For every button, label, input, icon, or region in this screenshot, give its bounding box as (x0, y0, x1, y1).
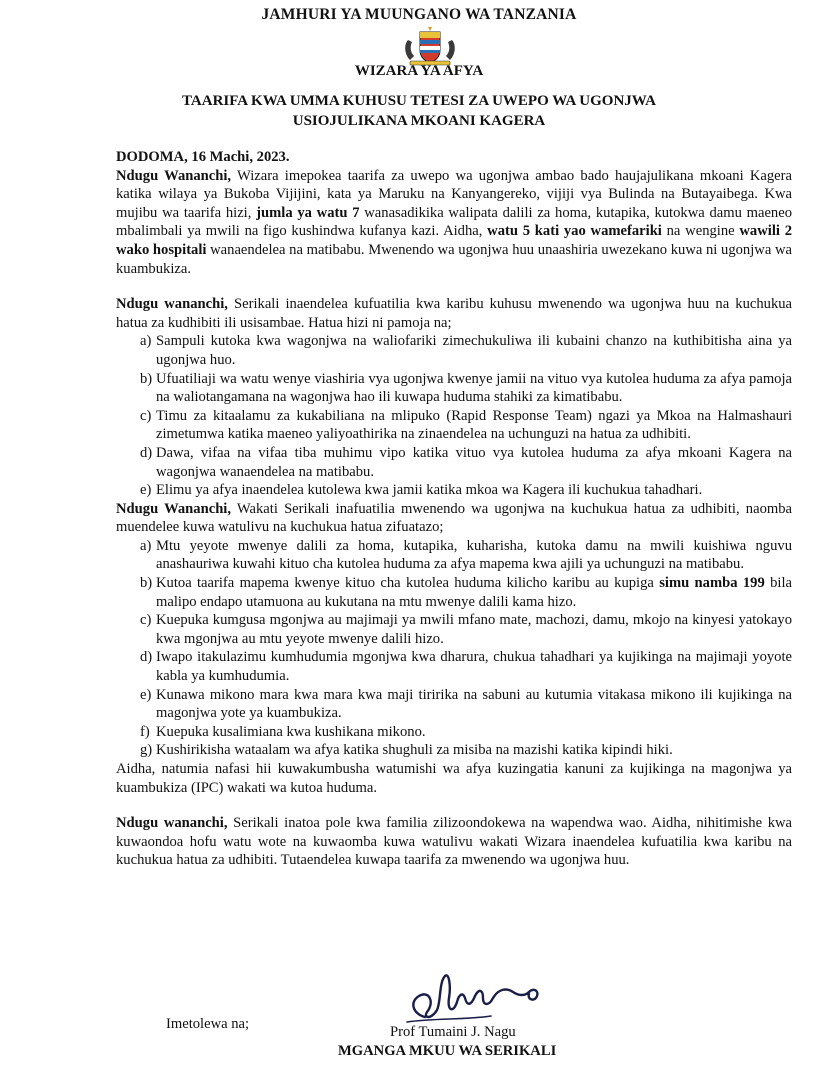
precautions-list (116, 537, 792, 760)
list-item (116, 741, 792, 760)
salutation: Ndugu Wananchi, (116, 167, 232, 184)
list-item (116, 444, 792, 481)
paragraph-3 (116, 500, 792, 537)
list-marker: b) (140, 575, 153, 592)
list-item (116, 481, 792, 500)
paragraph-3-text: Wakati Serikali inafuatilia mwenendo wa ugonjwa na kuchukua hatua za udhibiti, naomba muendelee kuwa watulivu na kuchukua hatua zifuatazo; (116, 500, 792, 536)
list-item (116, 723, 792, 742)
list-item (116, 537, 792, 574)
list-item-text: Kushirikisha wataalam wa afya katika shughuli za misiba na mazishi katika kipindi hiki. (156, 742, 673, 759)
list-marker: d) (140, 444, 153, 461)
list-item-text: Kuepuka kumgusa mgonjwa au majimaji ya mwili mfano mate, machozi, damu, mkojo na kinyesi yatokayo kwa mgonjwa au mtu yeyote mwenye dalili hizo. (156, 612, 792, 647)
document-body (116, 148, 792, 870)
list-marker: c) (140, 612, 152, 629)
list-marker: e) (140, 686, 152, 703)
hotline-number: simu namba 199 (659, 575, 765, 592)
list-marker: f) (140, 723, 150, 740)
paragraph-4 (116, 814, 792, 870)
salutation: Ndugu wananchi, (116, 815, 228, 832)
list-marker: a) (140, 537, 152, 554)
list-item (116, 611, 792, 648)
paragraph-1-text-1: Wizara imepokea taarifa za uwepo wa ugonjwa ambao bado haujajulikana mkoani Kagera katika wilaya ya Bukoba Vijijini, kata ya Maruku na Kanyangereko, vijiji vya Bulinda na Butayaibega. Kwa mujibu wa taarifa hizi, (116, 167, 792, 221)
list-marker: c) (140, 407, 152, 424)
list-item-text: Timu za kitaalamu za kukabiliana na mlipuko (Rapid Response Team) ngazi ya Mkoa na Halmashauri zimetumwa katika maeneo yaliyoathirika na zinaendelea na uchunguzi na hatua za udhibiti. (156, 407, 792, 443)
dateline-text: DODOMA, 16 Machi, 2023. (116, 149, 290, 165)
issued-by-label: Imetolewa na; (166, 1016, 250, 1032)
document-title-line-1: TAARIFA KWA UMMA KUHUSU TETESI ZA UWEPO WA UGONJWA (182, 93, 656, 109)
paragraph-1-text-2: wanasadikika walipata dalili za homa, kutapika, kutokwa damu maeneo mbalimbali ya mwili na figo kushindwa kufanya kazi. Aidha, (116, 204, 793, 240)
list-item-text: Elimu ya afya inaendelea kutolewa kwa jamii katika mkoa wa Kagera ili kuchukua tahadhari. (156, 482, 703, 499)
document-title-line-2: USIOJULIKANA MKOANI KAGERA (292, 113, 546, 129)
paragraph-4-text: Serikali inatoa pole kwa familia zilizoondokewa na wapendwa wao. Aidha, nihitimishe kwa kuwaondoa hofu watu wote na kuwaomba kuwa watulivu wakati Wizara inaendelea kufuatilia kwa karibu na kuchukua hatua za udhibiti. Tutaendelea kuwapa taarifa za mwenendo wa ugonjwa huu. (116, 815, 793, 869)
list-marker: d) (140, 649, 153, 666)
list-item (116, 370, 792, 407)
salutation: Ndugu Wananchi, (116, 500, 232, 517)
dateline (116, 148, 792, 167)
list-marker: e) (140, 482, 152, 499)
ministry-heading: WIZARA YA AFYA (354, 63, 484, 79)
list-item (116, 648, 792, 685)
signatory-name: Prof Tumaini J. Nagu (390, 1024, 516, 1040)
list-item (116, 332, 792, 369)
paragraph-2-text: Serikali inaendelea kufuatilia kwa karibu kuhusu mwenendo wa ugonjwa huu na kuchukua hatua za kudhibiti ili usisambae. Hatua hizi ni pamoja na; (116, 296, 793, 331)
paragraph-1-bold-2: watu 5 kati yao wamefariki (487, 223, 662, 240)
list-item-text: Ufuatiliaji wa watu wenye viashiria vya ugonjwa kwenye jamii na vituo vya kutolea huduma za afya pamoja na waliotangamana na wagonjwa hao ili kuwapa huduma stahiki za kimatibabu. (156, 370, 792, 406)
list-marker: g) (140, 742, 153, 759)
paragraph-1 (116, 167, 792, 279)
list-item-text: Kunawa mikono mara kwa mara kwa maji tiririka na sabuni au kutumia vitakasa mikono ili kujikinga na magonjwa yote ya kuambukiza. (156, 686, 792, 722)
handwritten-signature-icon (395, 962, 560, 1032)
tanzania-coat-of-arms-icon (402, 26, 458, 66)
signatory-title: MGANGA MKUU WA SERIKALI (338, 1043, 557, 1059)
ipc-reminder: Aidha, natumia nafasi hii kuwakumbusha watumishi wa afya kuzingatia kanuni za kujikinga na magonjwa ya kuambukiza (IPC) wakati wa kutoa huduma. (116, 761, 792, 796)
paragraph-1-bold-3: wawili 2 wako hospitali (116, 223, 792, 258)
paragraph-1-bold-1: jumla ya watu 7 (256, 204, 360, 221)
country-heading: JAMHURI YA MUUNGANO WA TANZANIA (261, 6, 577, 23)
list-item (116, 407, 792, 444)
list-item-text: Kuepuka kusalimiana kwa kushikana mikono. (156, 723, 426, 740)
document-title (0, 91, 838, 131)
paragraph-1-text-3: na wengine (661, 223, 740, 240)
list-marker: a) (140, 333, 152, 350)
list-item (116, 574, 792, 611)
list-item-text: Mtu yeyote mwenye dalili za homa, kutapika, kuharisha, kutoka damu na mwili kuishiwa nguvu anashauriwa kuwahi kituo cha kutolea huduma za afya mapema kwa ajili ya uchunguzi na matibabu. (156, 537, 792, 573)
list-item-text: Dawa, vifaa na vifaa tiba muhimu vipo katika vituo vya kutolea huduma za afya mkoani Kagera na wagonjwa wanaendelea na matibabu. (156, 444, 792, 480)
list-item (116, 686, 792, 723)
list-item-text: bila malipo endapo utamuona au kukutana na mtu mwenye dalili kama hizo. (156, 575, 792, 610)
list-item-text: Iwapo itakulazimu kumhudumia mgonjwa kwa dharura, chukua tahadhari ya kujikinga na majimaji yoyote kabla ya kumhudumia. (156, 649, 792, 685)
salutation: Ndugu wananchi, (116, 296, 228, 313)
list-marker: b) (140, 370, 153, 387)
measures-list (116, 332, 792, 499)
paragraph-1-text-4: wanaendelea na matibabu. Mwenendo wa ugonjwa huu unaashiria uwezekano kuwa ni ugonjwa wa kuambukiza. (116, 241, 792, 277)
list-item-text: Sampuli kutoka kwa wagonjwa na waliofariki zimechukuliwa ili kubaini chanzo na kuthibitisha aina ya ugonjwa huo. (156, 333, 792, 368)
paragraph-2 (116, 295, 792, 332)
list-item-text: Kutoa taarifa mapema kwenye kituo cha kutolea huduma kilicho karibu au kupiga (156, 575, 660, 592)
